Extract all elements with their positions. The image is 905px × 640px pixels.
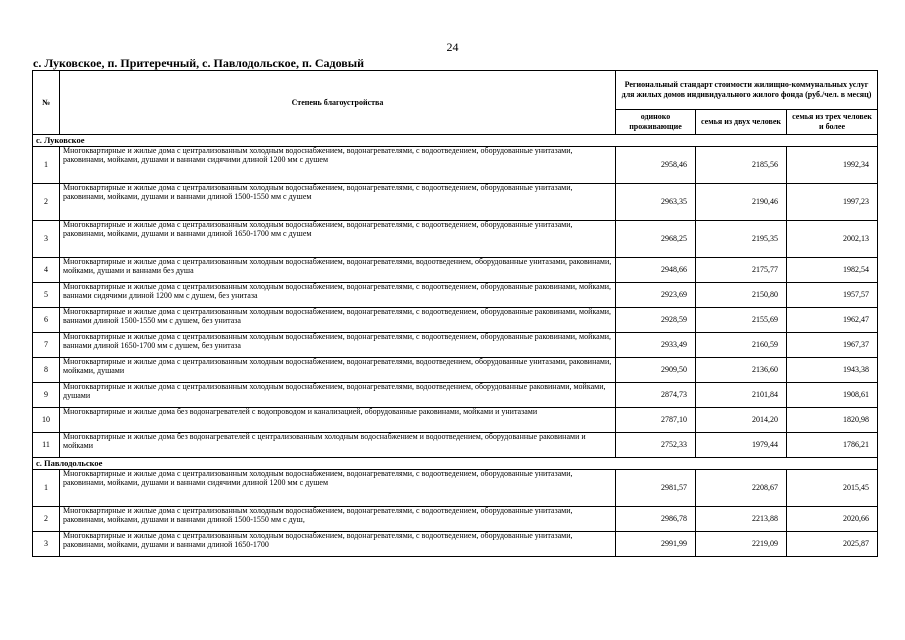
value-single: 2963,35 [616,184,696,221]
value-single: 2981,57 [616,470,696,507]
value-three-plus: 2020,66 [787,507,878,532]
value-single: 2928,59 [616,308,696,333]
value-two-persons: 2014,20 [696,408,787,433]
header-num: № [33,71,60,135]
row-number: 9 [33,383,60,408]
row-number: 11 [33,433,60,458]
row-number: 1 [33,147,60,184]
row-number: 10 [33,408,60,433]
value-two-persons: 2136,60 [696,358,787,383]
value-single: 2958,46 [616,147,696,184]
document-heading: с. Луковское, п. Притеречный, с. Павлодольское, п. Садовый [33,56,365,70]
value-three-plus: 2002,13 [787,221,878,258]
row-number: 8 [33,358,60,383]
value-two-persons: 2195,35 [696,221,787,258]
value-two-persons: 2150,80 [696,283,787,308]
value-two-persons: 2208,67 [696,470,787,507]
row-description: Многоквартирные и жилые дома с централизованным холодным водоснабжением, водонагревателями, с водоотведением, оборудованные унитазами, раковинами, мойками, душами и ваннами сидячими длиной 1200 мм с душем [60,470,616,507]
value-single: 2986,78 [616,507,696,532]
row-description: Многоквартирные и жилые дома с централизованным холодным водоснабжением, водонагревателями, с водоотведением, оборудованные раковинами, мойками, ваннами сидячими длиной 1200 мм с душем, без унитаза [60,283,616,308]
header-standard: Региональный стандарт стоимости жилищно-коммунальных услуг для жилых домов индивидуального жилого фонда (руб./чел. в месяц) [616,71,878,110]
value-three-plus: 1982,54 [787,258,878,283]
value-single: 2933,49 [616,333,696,358]
table-row [33,532,878,557]
value-two-persons: 2185,56 [696,147,787,184]
value-three-plus: 1786,21 [787,433,878,458]
section-row [33,135,878,147]
table-row [33,358,878,383]
value-two-persons: 2155,69 [696,308,787,333]
value-single: 2909,50 [616,358,696,383]
row-description: Многоквартирные и жилые дома с централизованным холодным водоснабжением, водонагревателями, с водоотведением, оборудованные унитазами, раковинами, мойками, душами и ваннами длиной 1500-1550 мм с душем [60,184,616,221]
section-title: с. Павлодольское [33,458,878,470]
value-three-plus: 1820,98 [787,408,878,433]
row-description: Многоквартирные и жилые дома с централизованным холодным водоснабжением, водонагревателями, с водоотведением, оборудованные унитазами, раковинами, мойками, душами и ваннами длиной 1650-1700 [60,532,616,557]
table-row [33,283,878,308]
value-two-persons: 2175,77 [696,258,787,283]
row-number: 1 [33,470,60,507]
row-description: Многоквартирные и жилые дома с централизованным холодным водоснабжением, водонагревателями, водоотведением, оборудованные унитазами, раковинами, мойками, душами и ваннами без душа [60,258,616,283]
table-row [33,507,878,532]
value-single: 2923,69 [616,283,696,308]
subheader-single: одиноко проживающие [616,110,696,135]
value-three-plus: 1943,38 [787,358,878,383]
row-number: 4 [33,258,60,283]
value-single: 2752,33 [616,433,696,458]
row-number: 7 [33,333,60,358]
subheader-three-plus: семья из трех человек и более [787,110,878,135]
table-row [33,470,878,507]
value-three-plus: 2015,45 [787,470,878,507]
row-number: 2 [33,507,60,532]
table-row [33,147,878,184]
row-number: 3 [33,532,60,557]
row-description: Многоквартирные и жилые дома без водонагревателей с водопроводом и канализацией, оборудованные раковинами, мойками и унитазами [60,408,616,433]
row-description: Многоквартирные и жилые дома с централизованным холодным водоснабжением, водонагревателями, с водоотведением, оборудованные унитазами, раковинами, мойками, душами и ваннами сидячими длиной 1200 мм с душем [60,147,616,184]
row-description: Многоквартирные и жилые дома без водонагревателей с централизованным холодным водоснабжением и водоотведением, оборудованные раковинами и мойками [60,433,616,458]
value-two-persons: 2101,84 [696,383,787,408]
row-description: Многоквартирные и жилые дома с централизованным холодным водоснабжением, водонагревателями, с водоотведением, оборудованные раковинами, мойками, ваннами длиной 1500-1550 мм с душем, без унитаза [60,308,616,333]
table-row [33,408,878,433]
table-row [33,258,878,283]
row-description: Многоквартирные и жилые дома с централизованным холодным водоснабжением, водонагревателями, водоотведением, оборудованные раковинами, мойками, душами [60,383,616,408]
value-two-persons: 2160,59 [696,333,787,358]
value-single: 2874,73 [616,383,696,408]
value-two-persons: 2213,88 [696,507,787,532]
value-three-plus: 1962,47 [787,308,878,333]
value-two-persons: 1979,44 [696,433,787,458]
subheader-two-persons: семья из двух человек [696,110,787,135]
table-row [33,383,878,408]
section-row [33,458,878,470]
row-description: Многоквартирные и жилые дома с централизованным холодным водоснабжением, водонагревателями, с водоотведением, оборудованные раковинами, мойками, ваннами длиной 1650-1700 мм с душем, без унитаза [60,333,616,358]
row-number: 2 [33,184,60,221]
row-description: Многоквартирные и жилые дома с централизованным холодным водоснабжением, водонагревателями, с водоотведением, оборудованные унитазами, раковинами, мойками, душами и ваннами длиной 1500-1550 мм с душ, [60,507,616,532]
table-row [33,333,878,358]
value-two-persons: 2219,09 [696,532,787,557]
row-number: 6 [33,308,60,333]
value-two-persons: 2190,46 [696,184,787,221]
value-three-plus: 1957,57 [787,283,878,308]
header-description: Степень благоустройства [60,71,616,135]
row-description: Многоквартирные и жилые дома с централизованным холодным водоснабжением, водонагревателями, с водоотведением, оборудованные унитазами, раковинами, мойками, душами и ваннами длиной 1650-1700 мм с душем [60,221,616,258]
table-row [33,433,878,458]
value-three-plus: 2025,87 [787,532,878,557]
tariff-table [32,70,878,557]
value-single: 2948,66 [616,258,696,283]
value-three-plus: 1992,34 [787,147,878,184]
section-title: с. Луковское [33,135,878,147]
table-row [33,308,878,333]
row-number: 5 [33,283,60,308]
value-single: 2968,25 [616,221,696,258]
row-description: Многоквартирные и жилые дома с централизованным холодным водоснабжением, водонагревателями, водоотведением, оборудованные унитазами, раковинами, мойками, душами [60,358,616,383]
value-three-plus: 1908,61 [787,383,878,408]
value-three-plus: 1967,37 [787,333,878,358]
value-single: 2787,10 [616,408,696,433]
value-single: 2991,99 [616,532,696,557]
page-number: 24 [446,40,459,54]
value-three-plus: 1997,23 [787,184,878,221]
table-row [33,184,878,221]
row-number: 3 [33,221,60,258]
table-row [33,221,878,258]
